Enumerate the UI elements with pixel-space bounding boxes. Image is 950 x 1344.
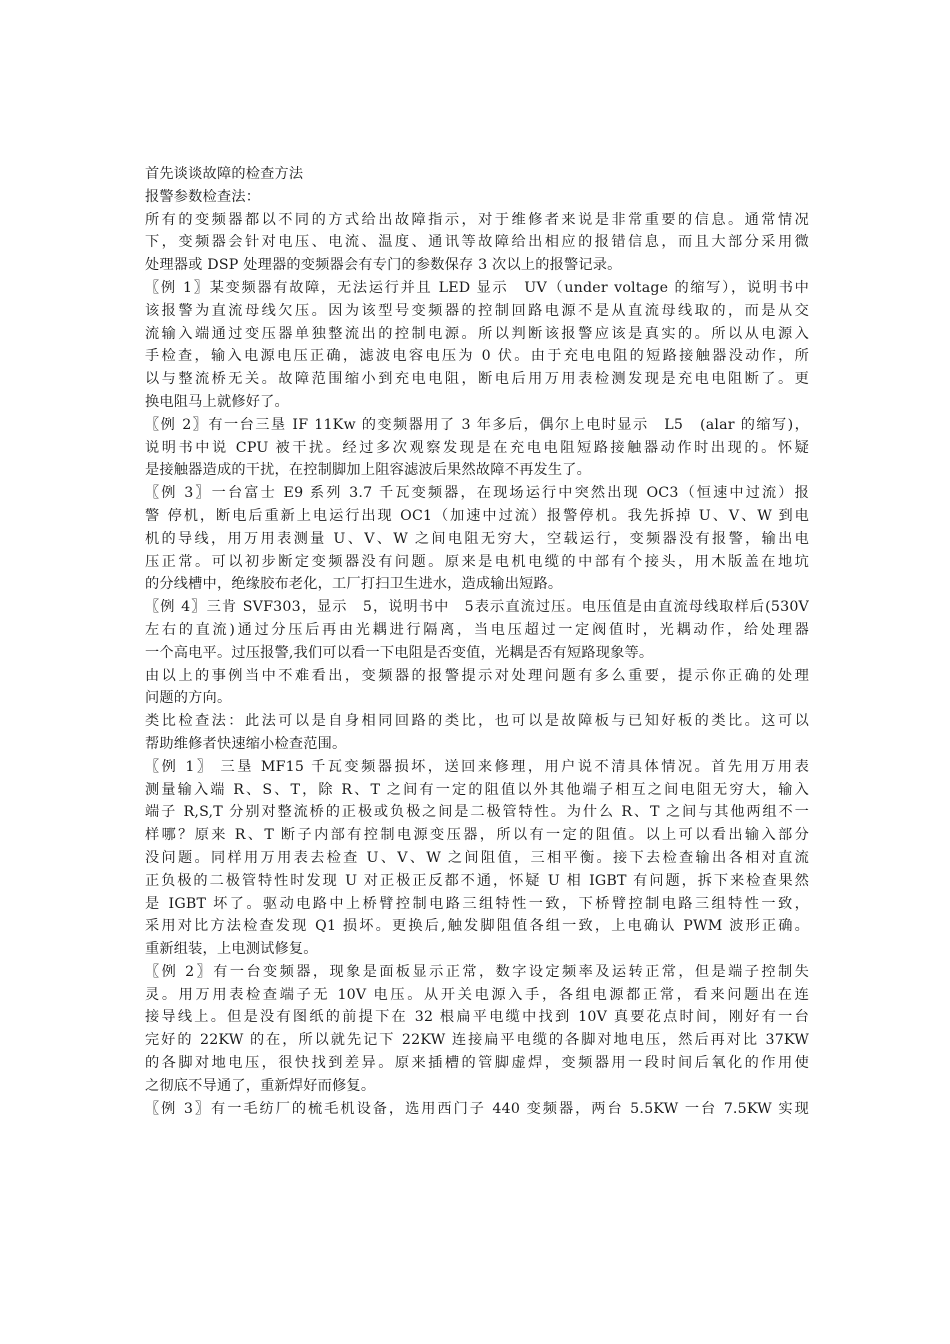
text-line: 重新组装，上电测试修复。	[145, 941, 318, 958]
text-line: 〖例 3〗一台富士 E9 系列 3.7 千瓦变频器，在现场运行中突然出现 OC3（恒速中过流）报	[145, 485, 809, 502]
text-line: 问题的方向。	[145, 690, 232, 707]
text-line: 压正常。可以初步断定变频器没有问题。原来是电机电缆的中部有个接头，用木版盖在地坑	[145, 553, 809, 570]
text-line: 〖例 4〗三肯 SVF303，显示 5，说明书中 5表示直流过压。电压值是由直流母线取样后(530V	[145, 599, 809, 616]
text-line: 一个高电平。过压报警,我们可以看一下电阻是否变值，光耦是否有短路现象等。	[145, 644, 654, 661]
text-line: 该报警为直流母线欠压。因为该型号变频器的控制回路电源不是从直流母线取的，而是从交	[145, 302, 809, 319]
text-line: 换电阻马上就修好了。	[145, 393, 289, 410]
text-line: 〖例 3〗有一毛纺厂的梳毛机设备，选用西门子 440 变频器，两台 5.5KW 一台 7.5KW 实现	[145, 1100, 809, 1117]
text-line: 〖例 1〗 三垦 MF15 千瓦变频器损坏，送回来修理，用户说不清具体情况。首先用万用表	[145, 758, 809, 775]
text-line: 灵。用万用表检查端子无 10V 电压。从开关电源入手，各组电源都正常，看来问题出在连	[145, 986, 809, 1003]
text-line: 类比检查法：此法可以是自身相同回路的类比，也可以是故障板与已知好板的类比。这可以	[145, 713, 809, 730]
text-line: 端子 R,S,T 分别对整流桥的正极或负极之间是二极管特性。为什么 R、T 之间与其他两组不一	[145, 804, 809, 821]
text-line: 样哪？原来 R、T 断子内部有控制电源变压器，所以有一定的阻值。以上可以看出输入部分	[145, 827, 809, 844]
text-line: 是接触器造成的干扰，在控制脚加上阻容滤波后果然故障不再发生了。	[145, 462, 592, 479]
text-line: 接导线上。但是没有图纸的前提下在 32 根扁平电缆中找到 10V 真要花点时间，刚好有一台	[145, 1009, 809, 1026]
text-line: 没问题。同样用万用表去检查 U、V、W 之间阻值，三相平衡。接下去检查输出各相对直流	[145, 849, 809, 866]
text-line: 〖例 1〗某变频器有故障，无法运行并且 LED 显示 UV（under voltage 的缩写），说明书中	[145, 279, 809, 296]
text-line: 测量输入端 R、S、T，除 R、T 之间有一定的阻值以外其他端子相互之间电阻无穷大，输入	[145, 781, 809, 798]
text-line: 机的导线，用万用表测量 U、V、W 之间电阻无穷大，空载运行，变频器没有报警，输出电	[145, 530, 809, 547]
text-line: 处理器或 DSP 处理器的变频器会有专门的参数保存 3 次以上的报警记录。	[145, 257, 622, 274]
text-line: 之彻底不导通了，重新焊好而修复。	[145, 1077, 376, 1094]
text-line: 正负极的二极管特性时发现 U 对正极正反都不通，怀疑 U 相 IGBT 有问题，拆下来检查果然	[145, 872, 809, 889]
text-line: 〖例 2〗有一台三垦 IF 11Kw 的变频器用了 3 年多后，偶尔上电时显示 L5 (alar 的缩写)，	[145, 416, 809, 433]
text-line: 所有的变频器都以不同的方式给出故障指示，对于维修者来说是非常重要的信息。通常情况	[145, 211, 809, 228]
text-line: 的各脚对地电压，很快找到差异。原来插槽的管脚虚焊，变频器用一段时间后氧化的作用使	[145, 1055, 809, 1072]
text-line: 的分线槽中，绝缘胶布老化，工厂打扫卫生进水，造成输出短路。	[145, 576, 563, 593]
text-line: 完好的 22KW 的在，所以就先记下 22KW 连接扁平电缆的各脚对地电压，然后再对比 37KW	[145, 1032, 809, 1049]
text-line: 首先谈谈故障的检查方法	[145, 166, 304, 182]
text-line: 报警参数检查法：	[145, 188, 261, 205]
text-line: 流输入端通过变压器单独整流出的控制电源。所以判断该报警应该是真实的。所以从电源入	[145, 325, 809, 342]
text-line: 警 停机，断电后重新上电运行出现 OC1（加速中过流）报警停机。我先拆掉 U、V、W 到电	[145, 507, 809, 524]
text-line: 由以上的事例当中不难看出，变频器的报警提示对处理问题有多么重要，提示你正确的处理	[145, 667, 809, 684]
text-line: 说明书中说 CPU 被干扰。经过多次观察发现是在充电电阻短路接触器动作时出现的。怀疑	[145, 439, 809, 456]
text-line: 采用对比方法检查发现 Q1 损坏。更换后,触发脚阻值各组一致，上电确认 PWM 波形正确。	[145, 918, 809, 935]
document-page	[145, 163, 809, 1120]
text-line: 手检查，输入电源电压正确，滤波电容电压为 0 伏。由于充电电阻的短路接触器没动作，所	[145, 348, 809, 365]
text-line: 以与整流桥无关。故障范围缩小到充电电阻，断电后用万用表检测发现是充电电阻断了。更	[145, 371, 809, 388]
text-line: 左右的直流)通过分压后再由光耦进行隔离，当电压超过一定阀值时，光耦动作，给处理器	[145, 621, 809, 638]
text-line: 〖例 2〗有一台变频器，现象是面板显示正常，数字设定频率及运转正常，但是端子控制失	[145, 963, 809, 980]
text-line: 是 IGBT 坏了。驱动电路中上桥臂控制电路三组特性一致，下桥臂控制电路三组特性一致，	[145, 895, 809, 912]
text-line: 下，变频器会针对电压、电流、温度、通讯等故障给出相应的报错信息，而且大部分采用微	[145, 234, 809, 251]
text-line: 帮助维修者快速缩小检查范围。	[145, 735, 347, 752]
